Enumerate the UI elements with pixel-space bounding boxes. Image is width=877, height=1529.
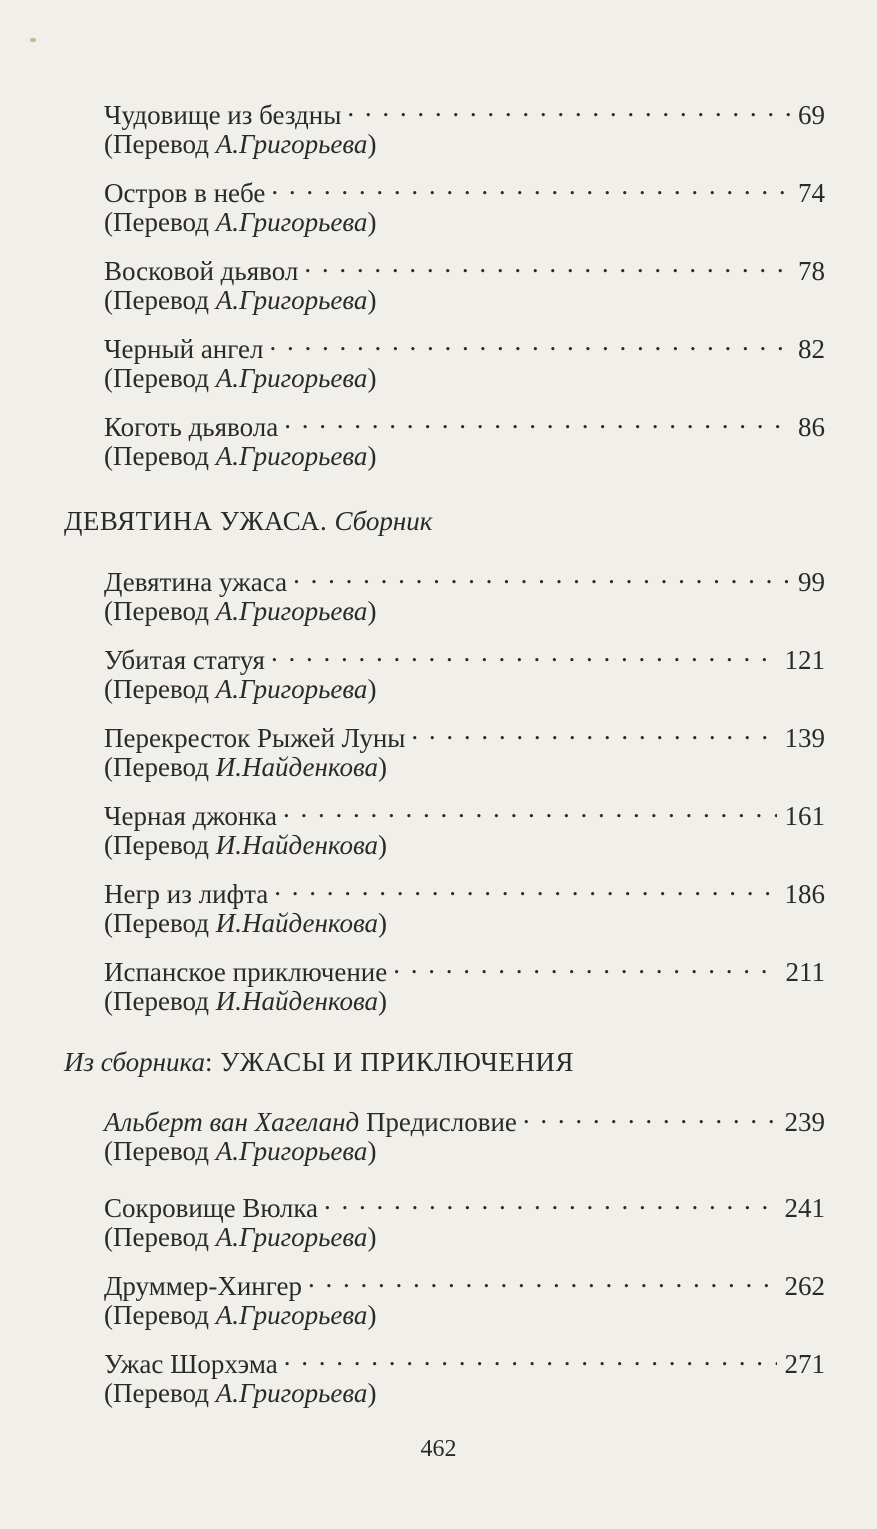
- toc-entry: [0, 1261, 877, 1339]
- entry-page: 241: [784, 1193, 825, 1223]
- toc-entry: [0, 402, 877, 480]
- translator-name: И.Найденкова: [215, 986, 378, 1016]
- translator-name: А.Григорьева: [215, 1300, 368, 1330]
- entry-title: Восковой дьявол: [104, 256, 299, 286]
- entry-translator-line: (Перевод А.Григорьева): [104, 1136, 377, 1166]
- translator-name: А.Григорьева: [215, 207, 368, 237]
- translator-name: И.Найденкова: [215, 830, 378, 860]
- entry-translator-line: (Перевод А.Григорьева): [104, 363, 377, 393]
- entry-page: 139: [784, 723, 825, 753]
- translator-name: А.Григорьева: [215, 1222, 368, 1252]
- entry-page: 74: [798, 178, 825, 208]
- translator-name: А.Григорьева: [215, 129, 368, 159]
- leader-dots: [274, 869, 776, 903]
- leader-dots: [347, 90, 790, 124]
- entry-title: Испанское приключение: [104, 957, 388, 987]
- entry-translator-line: (Перевод А.Григорьева): [104, 596, 377, 626]
- entry-translator-line: (Перевод И.Найденкова): [104, 830, 387, 860]
- leader-dots: [283, 791, 777, 825]
- entry-translator-line: (Перевод А.Григорьева): [104, 1222, 377, 1252]
- entry-page: 239: [784, 1107, 825, 1137]
- entry-title: Чудовище из бездны: [104, 100, 342, 130]
- entry-page: 121: [784, 645, 825, 675]
- section-heading-3: Из сборника: УЖАСЫ И ПРИКЛЮЧЕНИЯ: [64, 1047, 574, 1077]
- entry-title: Ужас Шорхэма: [104, 1349, 278, 1379]
- entry-title: Убитая статуя: [104, 645, 265, 675]
- leader-dots: [293, 557, 790, 591]
- toc-group-3: [0, 1097, 877, 1417]
- entry-page: 69: [798, 100, 825, 130]
- leader-dots: [308, 1261, 777, 1295]
- translator-name: А.Григорьева: [215, 674, 368, 704]
- entry-page: 262: [784, 1271, 825, 1301]
- entry-page: 161: [784, 801, 825, 831]
- toc-entry: [0, 869, 877, 947]
- entry-page: 271: [784, 1349, 825, 1379]
- toc-entry: [0, 1097, 877, 1183]
- entry-translator-line: (Перевод А.Григорьева): [104, 285, 377, 315]
- entry-page: 99: [798, 567, 825, 597]
- leader-dots: [271, 635, 777, 669]
- section-heading-2: ДЕВЯТИНА УЖАСА. Сборник: [64, 506, 433, 536]
- entry-translator-line: (Перевод А.Григорьева): [104, 207, 377, 237]
- entry-title: Черная джонка: [104, 801, 277, 831]
- translator-name: А.Григорьева: [215, 285, 368, 315]
- entry-translator-line: (Перевод А.Григорьева): [104, 1300, 377, 1330]
- leader-dots: [271, 168, 790, 202]
- leader-dots: [324, 1183, 776, 1217]
- entry-translator-line: (Перевод А.Григорьева): [104, 674, 377, 704]
- translator-name: А.Григорьева: [215, 363, 368, 393]
- leader-dots: [411, 713, 776, 747]
- entry-title: Негр из лифта: [104, 879, 269, 909]
- translator-name: И.Найденкова: [215, 908, 378, 938]
- entry-title: Девятина ужаса: [104, 567, 288, 597]
- toc-entry: [0, 168, 877, 246]
- toc-entry: [0, 1339, 877, 1417]
- entry-title: Остров в небе: [104, 178, 266, 208]
- entry-page: 78: [798, 256, 825, 286]
- toc-entry: [0, 90, 877, 168]
- entry-translator-line: (Перевод И.Найденкова): [104, 986, 387, 1016]
- entry-translator-line: (Перевод А.Григорьева): [104, 441, 377, 471]
- page-number: 462: [420, 1436, 457, 1462]
- toc-entry: [0, 635, 877, 713]
- entry-page: 86: [798, 412, 825, 442]
- translator-name: И.Найденкова: [215, 752, 378, 782]
- translator-name: А.Григорьева: [215, 441, 368, 471]
- entry-translator-line: (Перевод И.Найденкова): [104, 908, 387, 938]
- toc-entry: [0, 246, 877, 324]
- entry-title: Друммер-Хингер: [104, 1271, 302, 1301]
- entry-title: Коготь дьявола: [104, 412, 279, 442]
- entry-title: Альберт ван Хагеланд Предисловие: [104, 1107, 517, 1137]
- leader-dots: [269, 324, 790, 358]
- entry-title: Черный ангел: [104, 334, 264, 364]
- leader-dots: [284, 1339, 777, 1373]
- toc-entry: [0, 324, 877, 402]
- entry-title: Сокровище Вюлка: [104, 1193, 319, 1223]
- entry-page: 186: [784, 879, 825, 909]
- toc-entry: [0, 1183, 877, 1261]
- entry-page: 82: [798, 334, 825, 364]
- toc-entry: [0, 791, 877, 869]
- toc-entry: [0, 947, 877, 1025]
- toc-entry: [0, 713, 877, 791]
- leader-dots: [284, 402, 790, 436]
- entry-translator-line: (Перевод И.Найденкова): [104, 752, 387, 782]
- leader-dots: [523, 1097, 777, 1131]
- entry-author: Альберт ван Хагеланд: [104, 1107, 360, 1137]
- toc-group-2: [0, 557, 877, 1025]
- translator-name: А.Григорьева: [215, 1378, 368, 1408]
- toc-group-1: [0, 90, 877, 480]
- paper-speck: [30, 38, 36, 42]
- entry-translator-line: (Перевод А.Григорьева): [104, 1378, 377, 1408]
- entry-translator-line: (Перевод А.Григорьева): [104, 129, 377, 159]
- entry-page: 211: [785, 957, 825, 987]
- translator-name: А.Григорьева: [215, 1136, 368, 1166]
- leader-dots: [393, 947, 777, 981]
- translator-name: А.Григорьева: [215, 596, 368, 626]
- toc-entry: [0, 557, 877, 635]
- leader-dots: [304, 246, 790, 280]
- entry-title: Перекресток Рыжей Луны: [104, 723, 406, 753]
